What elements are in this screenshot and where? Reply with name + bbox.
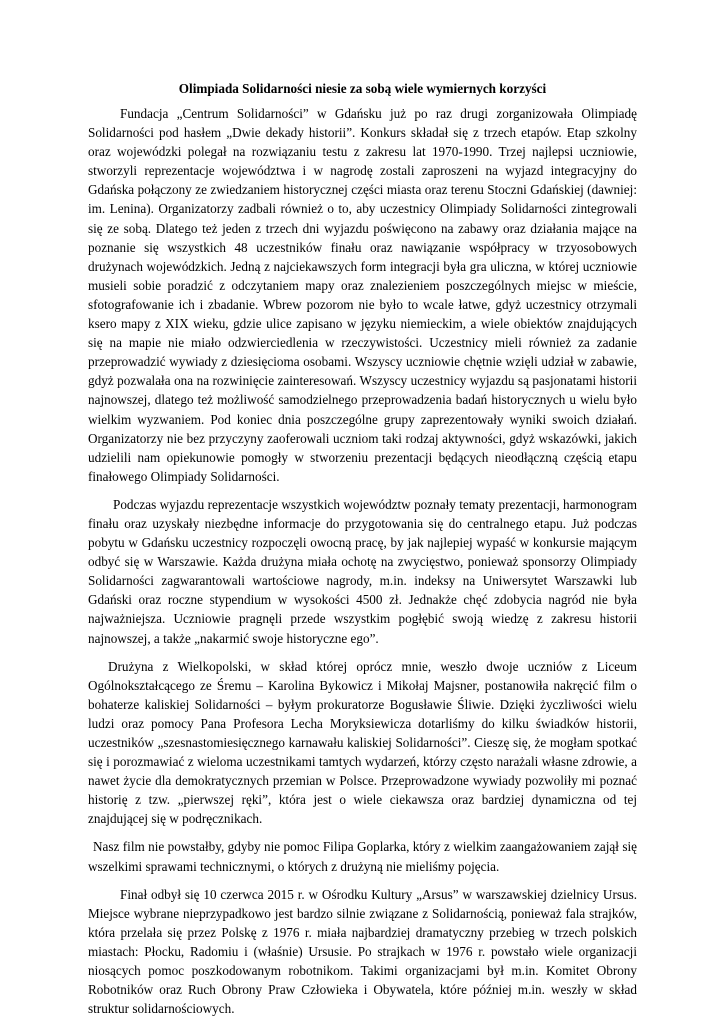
document-title: Olimpiada Solidarności niesie za sobą wiele wymiernych korzyści xyxy=(178,81,547,96)
paragraph-2: Podczas wyjazdu reprezentacje wszystkich województw poznały tematy prezentacji, harmonogram finału oraz uzyskały niezbędne informacje do przygotowania się do centralnego etapu. Już podczas pobytu w Gdańsku uczestnicy rozpoczęli owocną pracę, by jak najlepiej wypaść w konkursie mającym odbyć się w Warszawie. Każda drużyna miała ochotę na zwycięstwo, ponieważ sponsorzy Olimpiady Solidarności zagwarantowali wartościowe nagrody, m.in. indeksy na Uniwersytet Warszawki lub Gdański oraz roczne stypendium w wysokości 4500 zł. Jednakże chęć zdobycia nagród nie była najważniejsza. Uczniowie pragnęli przede wszystkim pogłębić swoją wiedzę z zakresu historii najnowszej, a także „nakarmić swoje historyczne ego”. xyxy=(88,496,637,646)
paragraph-3: Drużyna z Wielkopolski, w skład której oprócz mnie, weszło dwoje uczniów z Liceum Ogólnokształcącego ze Śremu – Karolina Bykowicz i Mikołaj Majsner, postanowiła nakręcić film o bohaterze kaliskiej Solidarności – byłym prokuratorze Bogusławie Śliwie. Dzięki życzliwości wielu ludzi oraz pomocy Pana Profesora Lecha Moryksiewicza dotarliśmy do kilku świadków historii, uczestników „szesnastomiesięcznego karnawału kaliskiej Solidarności”. Cieszę się, że mogłam spotkać się i porozmawiać z wieloma uczestnikami tamtych wydarzeń, którzy często narażali własne zdrowie, a nawet życie dla demokratycznych przemian w Polsce. Przeprowadzone wywiady pozwoliły mi poznać historię z tzw. „pierwszej ręki”, która jest o wiele ciekawsza oraz bardziej dynamiczna od tej znajdującej się w podręcznikach. xyxy=(88,658,637,827)
paragraph-4: Nasz film nie powstałby, gdyby nie pomoc Filipa Goplarka, który z wielkim zaangażowaniem zajął się wszelkimi sprawami technicznymi, o których z drużyną nie mieliśmy pojęcia. xyxy=(88,839,637,874)
paragraph-5: Finał odbył się 10 czerwca 2015 r. w Ośrodku Kultury „Arsus” w warszawskiej dzielnicy Ursus. Miejsce wybrane nieprzypadkowo jest bardzo silnie związane z Solidarnością, ponieważ fala strajków, która przelała się przez Polskę z 1976 r. miała najbardziej dramatyczny przebieg w trzech polskich miastach: Płocku, Radomiu i (właśnie) Ursusie. Po strajkach w 1976 r. powstało wiele organizacji niosących pomoc poszkodowanym robotnikom. Takimi organizacjami był m.in. Komitet Obrony Robotników oraz Ruch Obrony Praw Człowieka i Obywatela, które później m.in. weszły w skład struktur solidarnościowych. xyxy=(88,886,637,1017)
paragraph-1: Fundacja „Centrum Solidarności” w Gdańsku już po raz drugi zorganizowała Olimpiadę Solidarności pod hasłem „Dwie dekady historii”. Konkurs składał się z trzech etapów. Etap szkolny oraz wojewódzki polegał na rozwiązaniu testu z zakresu lat 1970-1990. Trzej najlepsi uczniowie, stworzyli reprezentacje województwa i w nagrodę zostali zaproszeni na wyjazd integracyjny do Gdańska połączony ze zwiedzaniem historycznej części miasta oraz terenu Stoczni Gdańskiej (dawniej: im. Lenina). Organizatorzy zadbali również o to, aby uczestnicy Olimpiady Solidarności zintegrowali się ze sobą. Dlatego też jeden z trzech dni wyjazdu poświęcono na zabawy oraz działania mające na poznanie się wszystkich 48 uczestników finału oraz nawiązanie współpracy w trzyosobowych drużynach wojewódzkich. Jedną z najciekawszych form integracji była gra uliczna, w której uczniowie musieli sobie poradzić z odczytaniem mapy oraz znalezieniem poszczególnych miejsc w mieście, sfotografowanie ich i zbadanie. Wbrew pozorom nie było to wcale łatwe, gdyż uczestnicy otrzymali ksero mapy z XIX wieku, gdzie ulice zapisano w języku niemieckim, a wiele obiektów znajdujących się na mapie nie miało odzwierciedlenia w rzeczywistości. Uczestnicy mieli również za zadanie przeprowadzić wywiady z dziesięcioma osobami. Wszyscy uczniowie chętnie wzięli udział w zabawie, gdyż pozwalała ona na rozwinięcie zainteresowań. Wszyscy uczestnicy wyjazdu są pasjonatami historii najnowszej, dlatego też możliwość samodzielnego przeprowadzenia badań historycznych u wielu było wielkim wyzwaniem. Pod koniec dnia poszczególne grupy zaprezentowały wyniki swoich działań. Organizatorzy nie bez przyczyny zaoferowali uczniom taki rodzaj aktywności, gdyż wskazówki, jakich udzielili nam opiekunowie pomogły w stworzeniu prezentacji będących nieodłączną częścią etapu finałowego Olimpiady Solidarności. xyxy=(88,106,637,484)
